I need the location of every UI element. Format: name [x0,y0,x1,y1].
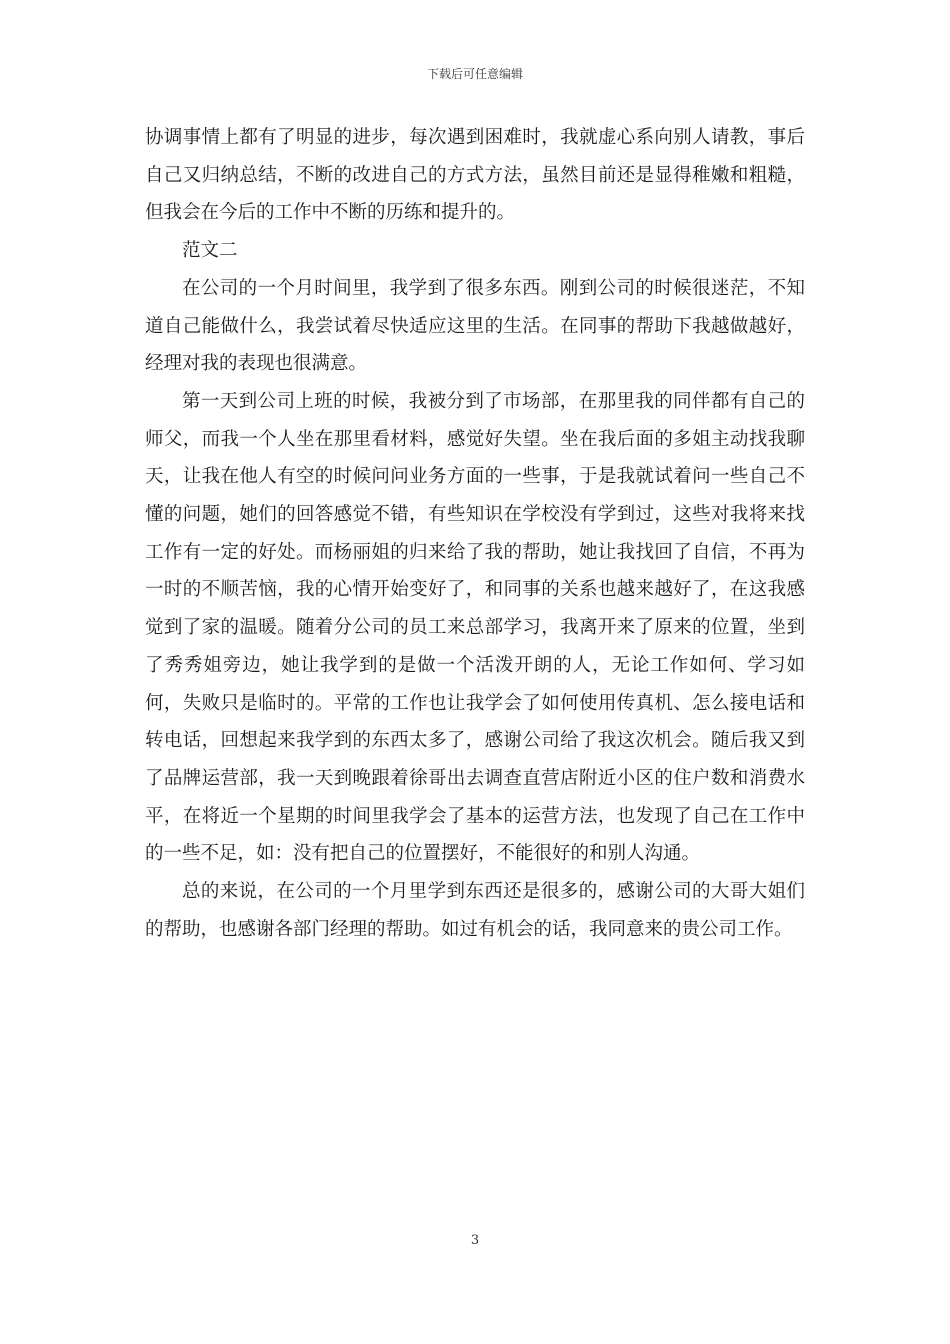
section-heading-sample-two: 范文二 [182,240,238,262]
paragraph: 总的来说，在公司的一个月里学到东西还是很多的，感谢公司的大哥大姐们的帮助，也感谢各部门经理的帮助。如过有机会的话，我同意来的贵公司工作。 [145,881,805,940]
paragraph: 第一天到公司上班的时候，我被分到了市场部，在那里我的同伴都有自己的师父，而我一个人坐在那里看材料，感觉好失望。坐在我后面的多姐主动找我聊天，让我在他人有空的时候问问业务方面的一些事，于是我就试着问一些自己不懂的问题，她们的回答感觉不错，有些知识在学校没有学到过，这些对我将来找工作有一定的好处。而杨丽姐的归来给了我的帮助，她让我找回了自信，不再为一时的不顺苦恼，我的心情开始变好了，和同事的关系也越来越好了，在这我感觉到了家的温暖。随着分公司的员工来总部学习，我离开来了原来的位置，坐到了秀秀姐旁边，她让我学到的是做一个活泼开朗的人，无论工作如何、学习如何，失败只是临时的。平常的工作也让我学会了如何使用传真机、怎么接电话和转电话，回想起来我学到的东西太多了，感谢公司给了我这次机会。随后我又到了品牌运营部，我一天到晚跟着徐哥出去调查直营店附近小区的住户数和消费水平，在将近一个星期的时间里我学会了基本的运营方法，也发现了自己在工作中的一些不足，如：没有把自己的位置摆好，不能很好的和别人沟通。 [145,390,805,865]
paragraph: 在公司的一个月时间里，我学到了很多东西。刚到公司的时候很迷茫，不知道自己能做什么，我尝试着尽快适应这里的生活。在同事的帮助下我越做越好，经理对我的表现也很满意。 [145,277,805,375]
document-body [145,119,805,948]
page-number: 3 [470,1233,480,1248]
paragraph-continuation: 协调事情上都有了明显的进步，每次遇到困难时，我就虚心系向别人请教，事后自己又归纳总结，不断的改进自己的方式方法，虽然目前还是显得稚嫩和粗糙，但我会在今后的工作中不断的历练和提升的。 [145,127,805,224]
page-header: 下载后可任意编辑 [426,67,523,81]
